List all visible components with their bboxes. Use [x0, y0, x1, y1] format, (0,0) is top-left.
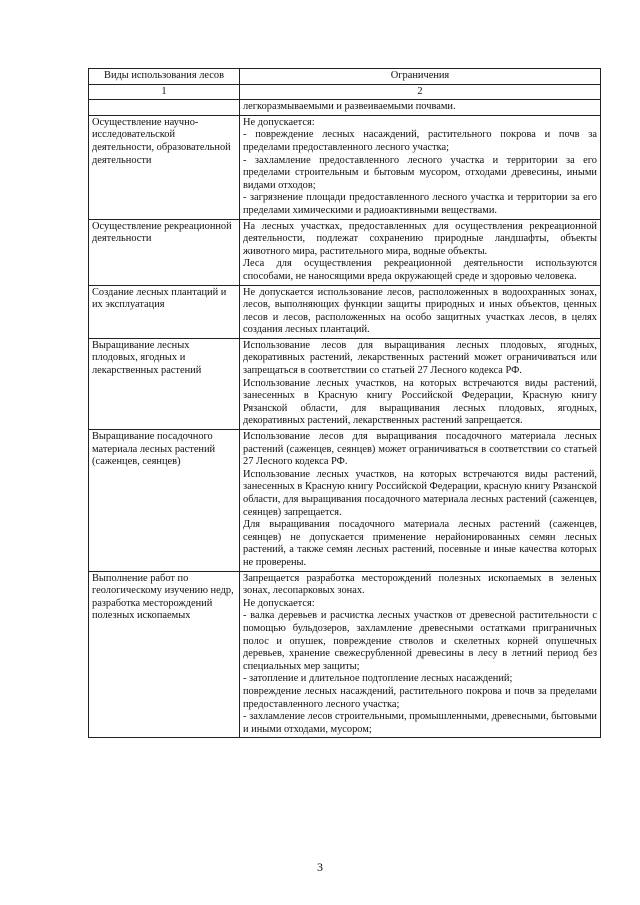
- restriction-cell: [240, 115, 601, 219]
- restriction-paragraph: - затопление и длительное подтопление лесных насаждений;: [243, 673, 513, 685]
- table-row: [89, 219, 601, 285]
- restriction-paragraph: Не допускается:: [243, 597, 315, 609]
- column-number-1: 1: [89, 84, 240, 100]
- table-row: [89, 430, 601, 572]
- restriction-paragraph: Запрещается разработка месторождений полезных ископаемых в зеленых зонах, лесопарковых зонах.: [243, 572, 597, 597]
- forest-use-type: Выполнение работ по геологическому изучению недр, разработка месторождений полезных ископаемых: [89, 571, 240, 738]
- table-row: [89, 115, 601, 219]
- restriction-paragraph: - валка деревьев и расчистка лесных участков от древесной растительности с помощью бульдозеров, захламление древесными остатками приграничных полос и опушек, повреждение стволов и скелетных корней опушечных деревьев, хранение свежесрубленной древесины в лесу в летний период без специальных мер защиты;: [243, 610, 597, 672]
- continuation-text: легкоразмываемыми и развеиваемыми почвами.: [240, 100, 601, 116]
- restriction-paragraph: Не допускается:: [243, 116, 315, 128]
- restriction-cell: [240, 338, 601, 429]
- restriction-paragraph: Использование лесов для выращивания лесных плодовых, ягодных, декоративных растений, лекарственных растений может ограничиваться или запрещаться в соответствии со статьей 27 Лесного кодекса РФ.: [243, 339, 597, 377]
- restriction-cell: [240, 219, 601, 285]
- restriction-paragraph: Для выращивания посадочного материала лесных растений (саженцев, сеянцев) не допускается применение нерайонированных семян лесных растений, а также семян лесных растений, посевные и иные качества которых не проверены.: [243, 519, 597, 568]
- forest-use-type: Осуществление рекреационной деятельности: [89, 219, 240, 285]
- restriction-paragraph: - захламление лесов строительными, промышленными, древесными, бытовыми и иными отходами, мусором;: [243, 711, 597, 735]
- restrictions-table: [88, 68, 601, 738]
- restriction-cell: [240, 571, 601, 738]
- continuation-type-cell: [89, 100, 240, 116]
- restriction-paragraph: - захламление предоставленного лесного участка и территории за его пределами строительным и бытовым мусором, отходами древесины, иными видами отходов;: [243, 154, 597, 191]
- column-number-2: 2: [240, 84, 601, 100]
- table-row-continuation: [89, 100, 601, 116]
- header-forest-use-types: Виды использования лесов: [89, 69, 240, 85]
- table-row: [89, 571, 601, 738]
- page-number: 3: [317, 860, 323, 874]
- restriction-paragraph: Леса для осуществления рекреационной деятельности используются способами, не наносящими вреда окружающей среде и здоровью человека.: [243, 258, 597, 282]
- forest-use-type: Создание лесных плантаций и их эксплуатация: [89, 285, 240, 338]
- restriction-paragraph: Использование лесов для выращивания посадочного материала лесных растений (саженцев, сеянцев) может ограничиваться в соответствии со статьей 27 Лесного кодекса РФ.: [243, 431, 597, 468]
- forest-use-type: Выращивание посадочного материала лесных растений (саженцев, сеянцев): [89, 430, 240, 572]
- table-row: [89, 338, 601, 429]
- table-column-numbers-row: [89, 84, 601, 100]
- restriction-cell: [240, 285, 601, 338]
- restriction-paragraph: На лесных участках, предоставленных для осуществления рекреационной деятельности, подлежат сохранению природные ландшафты, объекты животного мира, растительного мира, водные объекты.: [243, 220, 597, 257]
- restriction-paragraph: Использование лесных участков, на которых встречаются виды растений, занесенных в Красную книгу Российской Федерации, красную книгу Рязанской области, для выращивания посадочного материала лесных растений (саженцев, сеянцев) запрещается.: [243, 468, 597, 518]
- table-header-row: [89, 69, 601, 85]
- restriction-cell: [240, 430, 601, 572]
- restriction-paragraph: Использование лесных участков, на которых встречаются виды растений, занесенных в Красную книгу Российской Федерации, Красную книгу Рязанской области, для выращивания лесных плодовых, ягодных, декоративных растений, лекарственных растений запрещается.: [243, 377, 597, 427]
- table-row: [89, 285, 601, 338]
- header-restrictions: Ограничения: [240, 69, 601, 85]
- forest-use-type: Выращивание лесных плодовых, ягодных и лекарственных растений: [89, 338, 240, 429]
- restriction-paragraph: - загрязнение площади предоставленного лесного участка и территории за его пределами химическими и радиоактивными веществами.: [243, 192, 597, 216]
- forest-use-type: Осуществление научно-исследовательской деятельности, образовательной деятельности: [89, 115, 240, 219]
- restriction-paragraph: Не допускается использование лесов, расположенных в водоохранных зонах, лесов, выполняющих функции защиты природных и иных объектов, ценных лесов и лесов, расположенных на особо защитных участках лесов, в целях создания лесных плантаций.: [243, 286, 597, 336]
- restriction-paragraph: - повреждение лесных насаждений, растительного покрова и почв за пределами предоставленного лесного участка;: [243, 129, 597, 153]
- restriction-paragraph: повреждение лесных насаждений, растительного покрова и почв за пределами предоставленного лесного участка;: [243, 685, 597, 710]
